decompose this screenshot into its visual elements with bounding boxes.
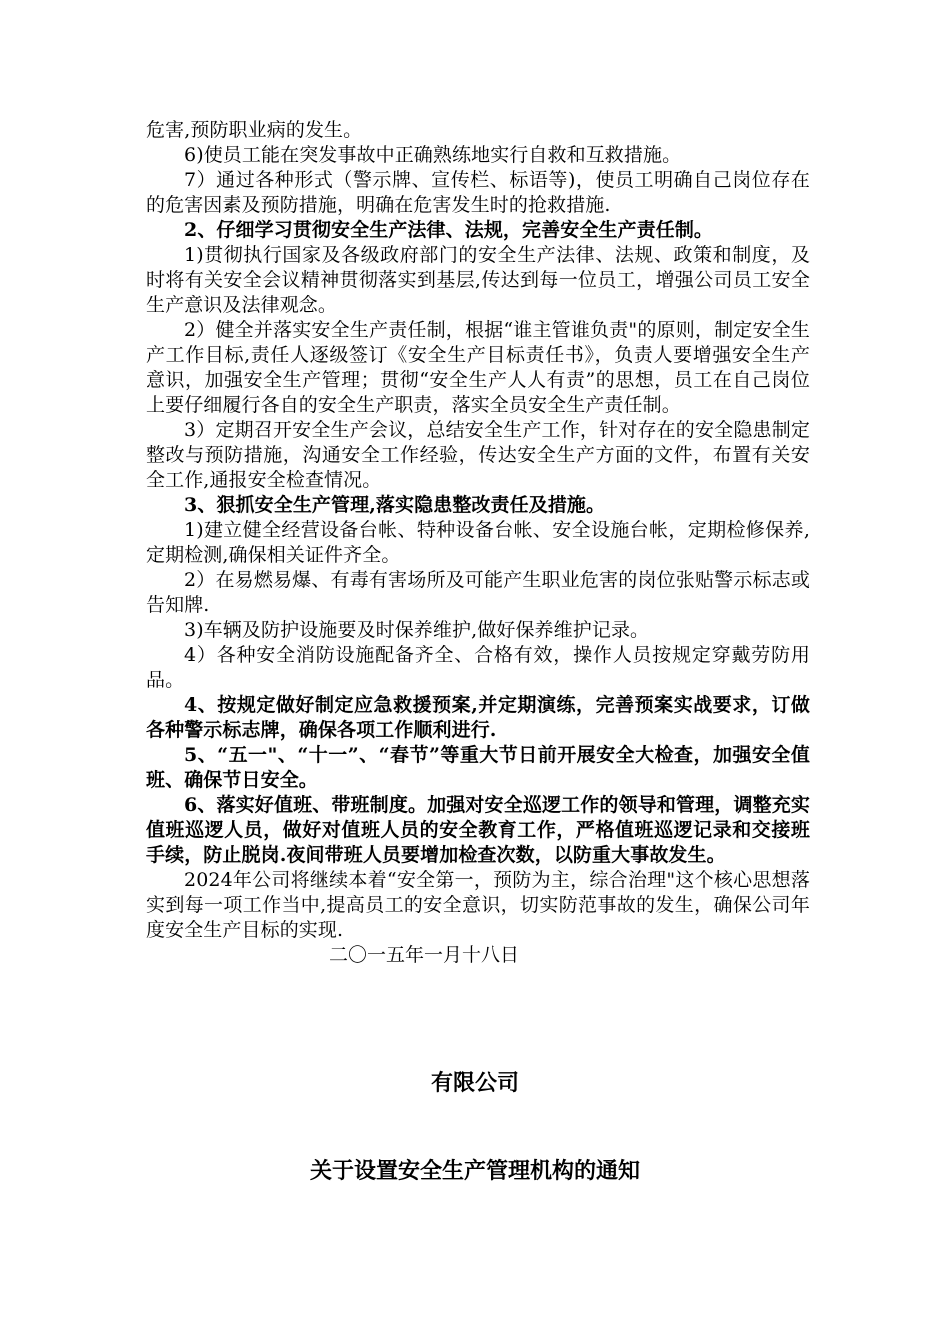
paragraph: 4）各种安全消防设施配备齐全、合格有效，操作人员按规定穿戴劳防用品。 [146, 644, 810, 691]
paragraph: 2）在易燃易爆、有毒有害场所及可能产生职业危害的岗位张贴警示标志或告知牌. [146, 569, 810, 616]
section-heading: 6、落实好值班、带班制度。加强对安全巡逻工作的领导和管理，调整充实值班巡逻人员，做好对值班人员的安全教育工作，严格值班巡逻记录和交接班手续，防止脱岗.夜间带班人员要增加检查次数，以防重大事故发生。 [146, 794, 810, 866]
paragraph: 7）通过各种形式（警示牌、宣传栏、标语等)，使员工明确自己岗位存在的危害因素及预防措施，明确在危害发生时的抢救措施. [146, 169, 810, 216]
notice-title: 关于设置安全生产管理机构的通知 [309, 1158, 640, 1184]
section-heading: 4、按规定做好制定应急救援预案,并定期演练，完善预案实战要求，订做各种警示标志牌，确保各项工作顺利进行. [146, 694, 810, 741]
paragraph: 3）定期召开安全生产会议，总结安全生产工作，针对存在的安全隐患制定整改与预防措施，沟通安全工作经验，传达安全生产方面的文件，布置有关安全工作,通报安全检查情况。 [146, 419, 810, 491]
paragraph: 6)使员工能在突发事故中正确熟练地实行自救和互救措施。 [184, 144, 682, 166]
paragraph: 3)车辆及防护设施要及时保养维护,做好保养维护记录。 [184, 619, 650, 641]
company-heading: 有限公司 [430, 1070, 519, 1096]
section-heading: 5、“五一"、“十一”、“春节”等重大节日前开展安全大检查，加强安全值班、确保节日安全。 [146, 744, 810, 791]
document-body [146, 118, 810, 968]
section-heading: 3、狠抓安全生产管理,落实隐患整改责任及措施。 [184, 494, 606, 516]
paragraph: 1)贯彻执行国家及各级政府部门的安全生产法律、法规、政策和制度，及时将有关安全会议精神贯彻落实到基层,传达到每一位员工，增强公司员工安全生产意识及法律观念。 [146, 244, 810, 316]
paragraph: 危害,预防职业病的发生。 [146, 119, 363, 141]
paragraph: 2）健全并落实安全生产责任制，根据“谁主管谁负责"的原则，制定安全生产工作目标,责任人逐级签订《安全生产目标责任书》，负责人要增强安全生产意识，加强安全生产管理；贯彻“安全生产人人有责”的思想，员工在自己岗位上要仔细履行各自的安全生产职责，落实全员安全生产责任制。 [146, 319, 810, 416]
section-heading: 2、仔细学习贯彻安全生产法律、法规，完善安全生产责任制。 [184, 219, 714, 241]
document-date: 二〇一五年一月十八日 [329, 944, 520, 966]
paragraph: 1)建立健全经营设备台帐、特种设备台帐、安全设施台帐，定期检修保养,定期检测,确保相关证件齐全。 [146, 519, 810, 566]
paragraph: 2024年公司将继续本着“安全第一，预防为主，综合治理"这个核心思想落实到每一项工作当中,提高员工的安全意识，切实防范事故的发生，确保公司年度安全生产目标的实现. [146, 869, 810, 941]
